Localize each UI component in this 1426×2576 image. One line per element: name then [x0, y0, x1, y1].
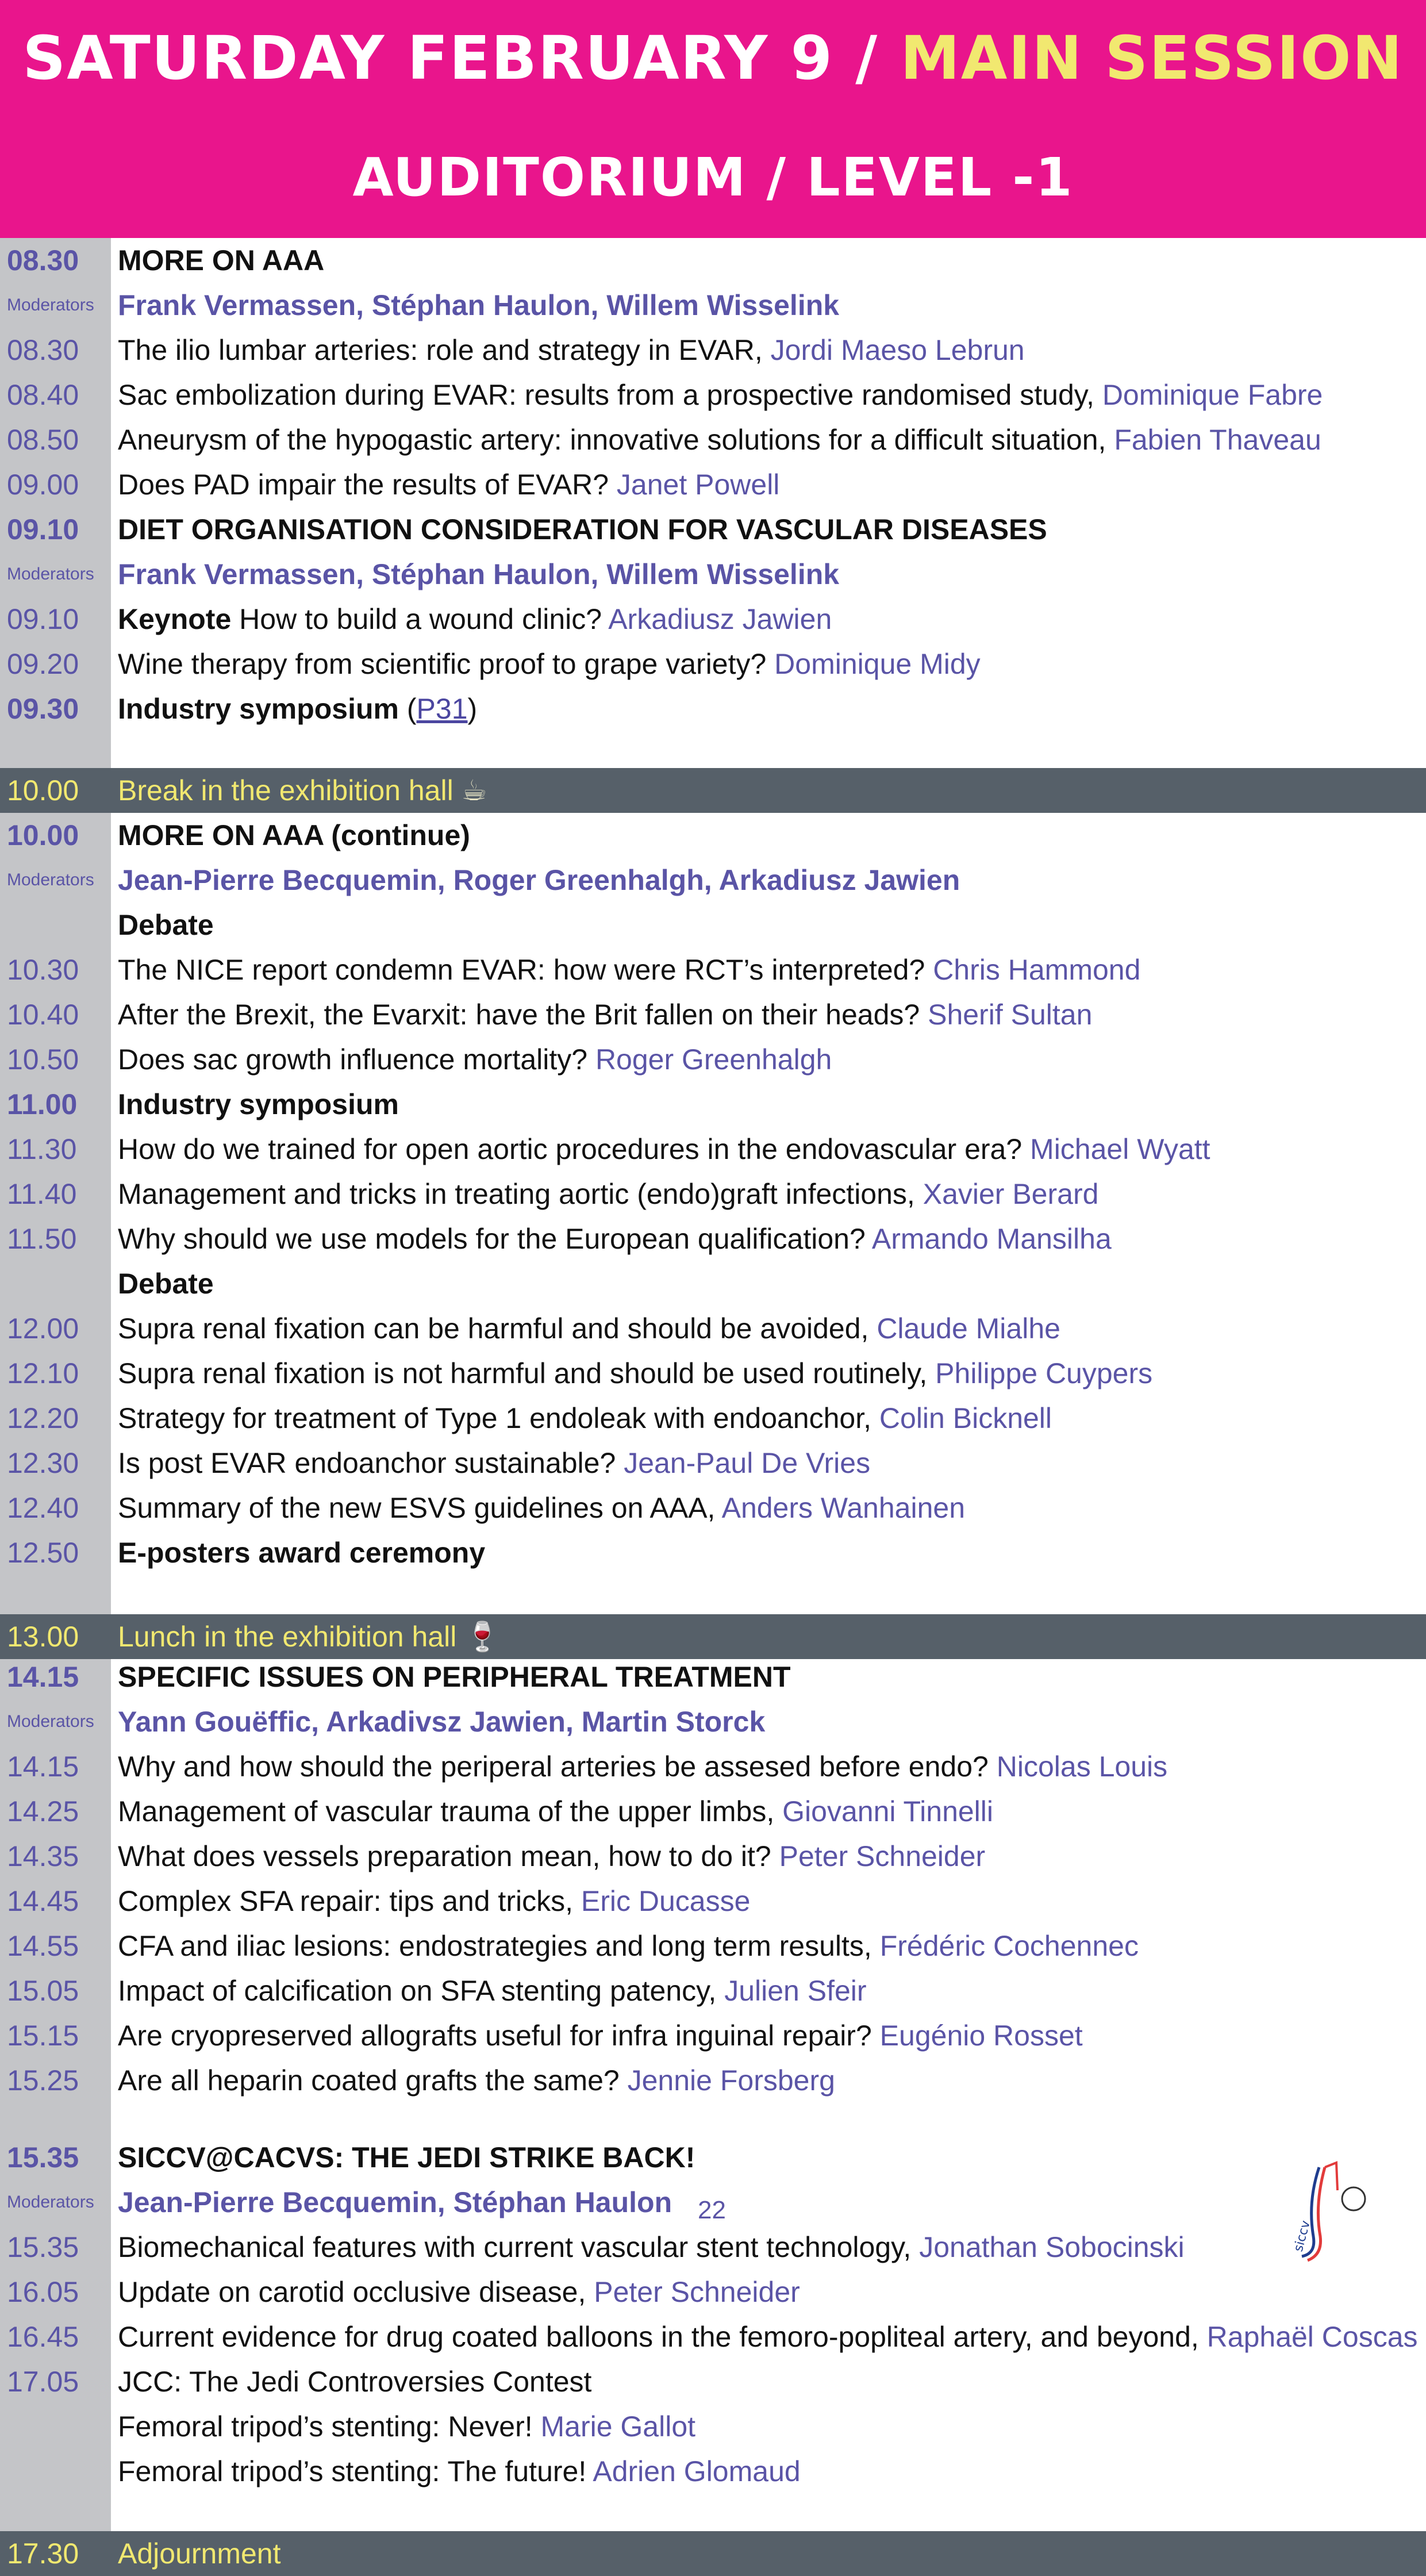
break-text — [118, 768, 487, 813]
session-title: MORE ON AAA — [118, 244, 325, 277]
session-row — [0, 1654, 1426, 1699]
time: 15.35 — [7, 2231, 79, 2263]
time: 12.50 — [7, 1537, 79, 1569]
talk-title: Management of vascular trauma of the upper limbs, — [118, 1795, 783, 1828]
time: 14.35 — [7, 1840, 79, 1872]
time: 11.50 — [7, 1223, 77, 1255]
date-text: SATURDAY FEBRUARY 9 / — [22, 23, 901, 93]
location-heading: AUDITORIUM / LEVEL -1 — [352, 147, 1074, 208]
talk — [118, 1351, 1152, 1396]
time: 10.00 — [7, 774, 79, 807]
talk-title: Supra renal fixation can be harmful and should be avoided, — [118, 1312, 877, 1345]
speaker: Jonathan Sobocinski — [919, 2231, 1185, 2263]
speaker: Dominique Fabre — [1102, 379, 1323, 411]
session-name: MAIN SESSION — [900, 23, 1404, 93]
talk — [118, 2314, 1418, 2359]
talk-row — [0, 2449, 1426, 2494]
talk-title: After the Brexit, the Evarxit: have the Brit fallen on their heads? — [118, 999, 928, 1031]
speaker: Eugénio Rosset — [879, 2020, 1083, 2052]
talk-row — [0, 2058, 1426, 2103]
talk-row — [0, 1834, 1426, 1879]
paren-close: ) — [467, 693, 478, 725]
time: 10.50 — [7, 1043, 79, 1076]
speaker: Xavier Berard — [923, 1178, 1099, 1210]
talk-row — [0, 2013, 1426, 2058]
speaker: Peter Schneider — [594, 2276, 800, 2308]
talk-row — [0, 1530, 1426, 1575]
time: 08.50 — [7, 424, 79, 456]
debate-label: Debate — [118, 909, 214, 941]
lunch-label: Lunch in the exhibition hall — [118, 1621, 465, 1653]
time: 08.30 — [7, 334, 79, 366]
time: 13.00 — [7, 1621, 79, 1653]
talk — [118, 1306, 1060, 1351]
speaker: Colin Bicknell — [879, 1402, 1052, 1434]
talk-title: Strategy for treatment of Type 1 endoleak with endoanchor, — [118, 1402, 879, 1434]
time: 15.15 — [7, 2020, 79, 2052]
speaker: Giovanni Tinnelli — [782, 1795, 994, 1828]
talk — [118, 2058, 835, 2103]
moderators-names: Jean-Pierre Becquemin, Roger Greenhalgh, Arkadiusz Jawien — [118, 864, 960, 896]
coffee-cup-icon: ☕ — [461, 774, 487, 807]
talk-title: JCC: The Jedi Controversies Contest — [118, 2366, 592, 2398]
debate-row — [0, 903, 1426, 947]
time: 15.05 — [7, 1975, 79, 2007]
keynote-label: Keynote — [118, 603, 232, 635]
talk — [118, 462, 779, 507]
page-header — [0, 0, 1426, 238]
siccv-logo-icon — [1285, 2150, 1377, 2265]
time: 09.10 — [7, 603, 79, 635]
talk-title: Does PAD impair the results of EVAR? — [118, 469, 617, 501]
talk — [118, 2013, 1083, 2058]
moderators-names: Jean-Pierre Becquemin, Stéphan Haulon — [118, 2186, 672, 2218]
speaker: Claude Mialhe — [877, 1312, 1060, 1345]
lunch-bar — [0, 1614, 1426, 1659]
moderators-label: Moderators — [7, 295, 94, 314]
talk — [118, 1834, 985, 1879]
talk-row — [0, 328, 1426, 373]
adjournment-label: Adjournment — [118, 2537, 281, 2570]
talk-row — [0, 597, 1426, 642]
talk-title: Wine therapy from scientific proof to grape variety? — [118, 648, 775, 680]
talk-title: How to build a wound clinic? — [231, 603, 609, 635]
talk — [118, 2404, 695, 2449]
speaker: Julien Sfeir — [724, 1975, 867, 2007]
time: 09.00 — [7, 469, 79, 501]
speaker: Fabien Thaveau — [1114, 424, 1321, 456]
talk-row — [0, 2225, 1426, 2270]
speaker: Jennie Forsberg — [627, 2064, 835, 2097]
talk-title: The ilio lumbar arteries: role and strategy in EVAR, — [118, 334, 771, 366]
speaker: Marie Gallot — [540, 2410, 696, 2443]
session-row — [0, 2135, 1426, 2180]
time: 12.40 — [7, 1492, 79, 1524]
time: 17.05 — [7, 2366, 79, 2398]
speaker: Sherif Sultan — [928, 999, 1093, 1031]
time: 10.00 — [7, 819, 79, 851]
time: 11.00 — [7, 1088, 78, 1120]
talk-title: Femoral tripod’s stenting: The future! — [118, 2455, 593, 2487]
talk-row — [0, 686, 1426, 731]
talk-row — [0, 1127, 1426, 1172]
speaker: Nicolas Louis — [996, 1750, 1168, 1783]
talk — [118, 2270, 800, 2314]
talk-row — [0, 462, 1426, 507]
wine-glass-icon: 🍷 — [464, 1621, 501, 1653]
session-title: SICCV@CACVS: THE JEDI STRIKE BACK! — [118, 2141, 695, 2174]
talk-row — [0, 1306, 1426, 1351]
talk-row — [0, 1037, 1426, 1082]
talk-row — [0, 373, 1426, 417]
talk-title: The NICE report condemn EVAR: how were RCT’s interpreted? — [118, 954, 933, 986]
talk-row — [0, 1216, 1426, 1261]
talk-title: How do we trained for open aortic procedures in the endovascular era? — [118, 1133, 1031, 1165]
talk-row — [0, 2359, 1426, 2404]
talk-title: Impact of calcification on SFA stenting patency, — [118, 1975, 725, 2007]
talk — [118, 1441, 870, 1485]
time: 12.10 — [7, 1357, 79, 1389]
talk-title: Why should we use models for the European qualification? — [118, 1223, 872, 1255]
talk-title: Are all heparin coated grafts the same? — [118, 2064, 628, 2097]
session-row — [0, 813, 1426, 858]
talk-title: Supra renal fixation is not harmful and should be used routinely, — [118, 1357, 936, 1389]
talk — [118, 2225, 1185, 2270]
session-title: Industry symposium — [118, 1088, 399, 1120]
talk-title: Femoral tripod’s stenting: Never! — [118, 2410, 541, 2443]
talk — [118, 1396, 1052, 1441]
talk — [118, 1216, 1112, 1261]
debate-row — [0, 1261, 1426, 1306]
adjournment-bar — [0, 2531, 1426, 2576]
talk-row — [0, 947, 1426, 992]
time: 08.30 — [7, 244, 79, 277]
moderators-label: Moderators — [7, 870, 94, 889]
talk-row — [0, 1744, 1426, 1789]
time: 15.35 — [7, 2141, 79, 2174]
break-label: Break in the exhibition hall — [118, 774, 462, 807]
talk-row — [0, 1789, 1426, 1834]
moderators-label: Moderators — [7, 565, 94, 583]
talk-row — [0, 1396, 1426, 1441]
talk — [118, 1172, 1098, 1216]
talk — [118, 642, 981, 686]
talk-row — [0, 1968, 1426, 2013]
talk-row — [0, 642, 1426, 686]
talk-title: Does sac growth influence mortality? — [118, 1043, 595, 1076]
talk-row — [0, 992, 1426, 1037]
paren-open: ( — [399, 693, 417, 725]
talk-title: Aneurysm of the hypogastic artery: innovative solutions for a difficult situation, — [118, 424, 1114, 456]
session-date-heading — [0, 23, 1426, 93]
talk — [118, 2449, 801, 2494]
talk-title: Is post EVAR endoanchor sustainable? — [118, 1447, 624, 1479]
speaker: Roger Greenhalgh — [595, 1043, 832, 1076]
debate-label: Debate — [118, 1268, 214, 1300]
talk — [118, 686, 477, 731]
talk — [118, 597, 832, 642]
session-title: DIET ORGANISATION CONSIDERATION FOR VASCULAR DISEASES — [118, 513, 1047, 546]
time: 14.55 — [7, 1930, 79, 1962]
speaker: Adrien Glomaud — [593, 2455, 801, 2487]
break-text — [118, 1614, 500, 1659]
speaker: Anders Wanhainen — [721, 1492, 966, 1524]
speaker: Philippe Cuypers — [935, 1357, 1153, 1389]
moderators-row — [0, 552, 1426, 597]
speaker: Peter Schneider — [779, 1840, 986, 1872]
talk-row — [0, 2270, 1426, 2314]
moderators-names: Frank Vermassen, Stéphan Haulon, Willem Wisselink — [118, 289, 840, 321]
talk-row — [0, 417, 1426, 462]
time: 10.30 — [7, 954, 79, 986]
talk-title: Why and how should the periperal arteries be assesed before endo? — [118, 1750, 997, 1783]
talk — [118, 373, 1323, 417]
talk — [118, 1127, 1210, 1172]
talk-row — [0, 1485, 1426, 1530]
speaker: Eric Ducasse — [581, 1885, 751, 1917]
talk-title: Biomechanical features with current vascular stent technology, — [118, 2231, 920, 2263]
talk-title: Are cryopreserved allografts useful for infra inguinal repair? — [118, 2020, 880, 2052]
session-row — [0, 507, 1426, 552]
time: 09.10 — [7, 513, 79, 546]
time: 14.15 — [7, 1750, 79, 1783]
talk-row — [0, 1879, 1426, 1924]
time: 15.25 — [7, 2064, 79, 2097]
time: 12.30 — [7, 1447, 79, 1479]
speaker: Frédéric Cochennec — [879, 1930, 1139, 1962]
time: 16.45 — [7, 2321, 79, 2353]
session-title: MORE ON AAA (continue) — [118, 819, 470, 851]
talk — [118, 328, 1025, 373]
talk — [118, 992, 1092, 1037]
talk-row — [0, 1172, 1426, 1216]
session-row — [0, 238, 1426, 283]
speaker: Dominique Midy — [774, 648, 981, 680]
time: 10.40 — [7, 999, 79, 1031]
talk — [118, 1485, 965, 1530]
break-bar — [0, 768, 1426, 813]
speaker: Raphaël Coscas — [1206, 2321, 1418, 2353]
talk-title: Complex SFA repair: tips and tricks, — [118, 1885, 581, 1917]
logo-text: siccv — [1291, 2219, 1313, 2253]
talk-row — [0, 1351, 1426, 1396]
page-number: 22 — [698, 2196, 726, 2224]
time: 09.20 — [7, 648, 79, 680]
session-title: SPECIFIC ISSUES ON PERIPHERAL TREATMENT — [118, 1661, 791, 1693]
time: 14.45 — [7, 1885, 79, 1917]
time: 17.30 — [7, 2537, 79, 2570]
time: 12.20 — [7, 1402, 79, 1434]
session-row — [0, 1082, 1426, 1127]
talk-row — [0, 2314, 1426, 2359]
talk-row — [0, 2404, 1426, 2449]
talk-title: Update on carotid occlusive disease, — [118, 2276, 594, 2308]
speaker: Chris Hammond — [933, 954, 1141, 986]
talk-row — [0, 1924, 1426, 1968]
talk — [118, 1789, 993, 1834]
time: 16.05 — [7, 2276, 79, 2308]
industry-symposium-label: Industry symposium — [118, 693, 399, 725]
moderators-row — [0, 283, 1426, 328]
talk-title: Sac embolization during EVAR: results from a prospective randomised study, — [118, 379, 1102, 411]
moderators-names: Yann Gouëffic, Arkadivsz Jawien, Martin Storck — [118, 1706, 766, 1738]
talk — [118, 1744, 1167, 1789]
talk-title: Summary of the new ESVS guidelines on AAA, — [118, 1492, 722, 1524]
time: 14.15 — [7, 1661, 79, 1693]
talk — [118, 947, 1140, 992]
talk-row — [0, 1441, 1426, 1485]
talk-title: What does vessels preparation mean, how to do it? — [118, 1840, 779, 1872]
talk-title: Management and tricks in treating aortic (endo)graft infections, — [118, 1178, 923, 1210]
time: 08.40 — [7, 379, 79, 411]
speaker: Jean-Paul De Vries — [624, 1447, 871, 1479]
time: 14.25 — [7, 1795, 79, 1828]
talk — [118, 417, 1321, 462]
time: 11.30 — [7, 1133, 77, 1165]
speaker: Armando Mansilha — [871, 1223, 1112, 1255]
time: 11.40 — [7, 1178, 77, 1210]
talk — [118, 1879, 750, 1924]
talk — [118, 1968, 867, 2013]
speaker: Arkadiusz Jawien — [608, 603, 832, 635]
talk-title: Current evidence for drug coated balloons in the femoro-popliteal artery, and beyond, — [118, 2321, 1207, 2353]
time: 12.00 — [7, 1312, 79, 1345]
speaker: Michael Wyatt — [1030, 1133, 1210, 1165]
talk — [118, 1037, 832, 1082]
talk-title: E-posters award ceremony — [118, 1537, 486, 1569]
talk — [118, 1924, 1139, 1968]
moderators-row — [0, 1699, 1426, 1744]
moderators-names: Frank Vermassen, Stéphan Haulon, Willem Wisselink — [118, 558, 840, 590]
moderators-label: Moderators — [7, 1712, 94, 1731]
talk-title: CFA and iliac lesions: endostrategies and long term results, — [118, 1930, 880, 1962]
moderators-label: Moderators — [7, 2193, 94, 2212]
page-link-p31[interactable]: P31 — [416, 693, 468, 725]
speaker: Jordi Maeso Lebrun — [770, 334, 1025, 366]
moderators-row — [0, 858, 1426, 903]
time: 09.30 — [7, 693, 79, 725]
speaker: Janet Powell — [616, 469, 780, 501]
